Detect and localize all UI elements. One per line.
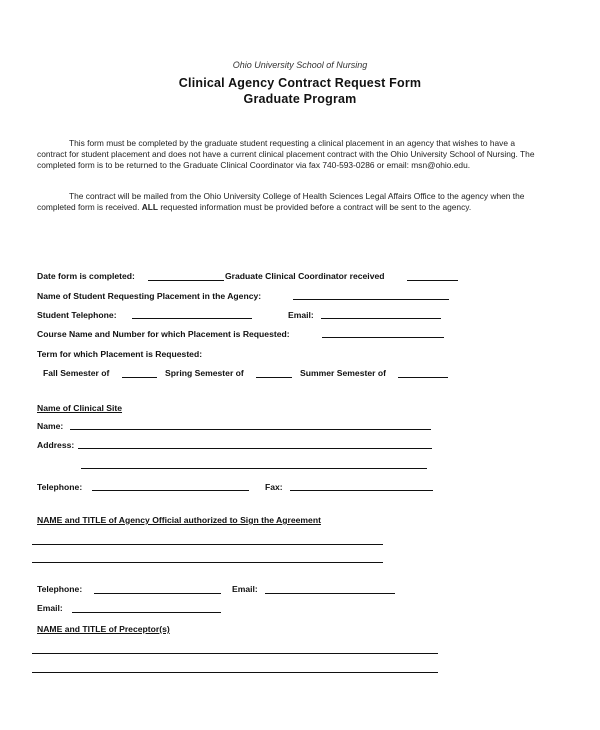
official-email-field[interactable] [265, 593, 395, 594]
preceptor-heading: NAME and TITLE of Preceptor(s) [37, 624, 170, 634]
site-address-label: Address: [37, 440, 75, 450]
site-address-field-2[interactable] [81, 468, 427, 469]
official-email-label-2: Email: [37, 603, 63, 613]
preceptor-field-2[interactable] [32, 672, 438, 673]
preceptor-field-1[interactable] [32, 653, 438, 654]
site-telephone-field[interactable] [92, 490, 249, 491]
official-email-label: Email: [232, 584, 258, 594]
coordinator-received-label: Graduate Clinical Coordinator received [225, 271, 385, 281]
site-fax-label: Fax: [265, 482, 283, 492]
site-telephone-label: Telephone: [37, 482, 83, 492]
intro-paragraph-2-text-a: The contract will be mailed from the Ohio University College of Health Sciences Legal Affairs Office to the agency when the completed form is received. [37, 191, 525, 213]
student-email-field[interactable] [321, 318, 441, 319]
student-name-field[interactable] [293, 299, 449, 300]
form-title: Clinical Agency Contract Request Form [178, 76, 422, 90]
summer-semester-label: Summer Semester of [300, 368, 386, 378]
student-telephone-label: Student Telephone: [37, 310, 117, 320]
agency-official-field-1[interactable] [32, 544, 383, 545]
agency-official-heading: NAME and TITLE of Agency Official authorized to Sign the Agreement [37, 515, 321, 525]
summer-semester-field[interactable] [398, 377, 448, 378]
student-email-label: Email: [288, 310, 314, 320]
intro-paragraph-2-bold: ALL [141, 202, 159, 213]
official-telephone-field[interactable] [94, 593, 221, 594]
coordinator-received-field[interactable] [407, 280, 458, 281]
site-name-field[interactable] [70, 429, 431, 430]
student-telephone-field[interactable] [132, 318, 252, 319]
site-fax-field[interactable] [290, 490, 433, 491]
student-name-label: Name of Student Requesting Placement in the Agency: [37, 291, 262, 301]
school-name: Ohio University School of Nursing [232, 60, 368, 70]
term-label: Term for which Placement is Requested: [37, 349, 203, 359]
official-email-field-2[interactable] [72, 612, 221, 613]
intro-paragraph-1 [37, 138, 547, 172]
spring-semester-field[interactable] [256, 377, 292, 378]
course-field[interactable] [322, 337, 444, 338]
site-address-field-1[interactable] [78, 448, 432, 449]
course-label: Course Name and Number for which Placement is Requested: [37, 329, 290, 339]
fall-semester-label: Fall Semester of [43, 368, 110, 378]
fall-semester-field[interactable] [122, 377, 157, 378]
intro-paragraph-2-text-b: requested information must be provided before a contract will be sent to the agency. [158, 202, 472, 213]
agency-official-field-2[interactable] [32, 562, 383, 563]
date-completed-label: Date form is completed: [37, 271, 135, 281]
clinical-site-heading: Name of Clinical Site [37, 403, 123, 413]
intro-paragraph-2 [37, 191, 547, 213]
date-completed-field[interactable] [148, 280, 224, 281]
intro-paragraph-1-text: This form must be completed by the graduate student requesting a clinical placement in an agency that wishes to have a contract for student placement and does not have a current clinical placement contract with the Ohio University School of Nursing. The completed form is to be returned to the Graduate Clinical Coordinator via fax 740-593-0286 or email: msn@ohio.edu. [37, 138, 535, 171]
form-subtitle: Graduate Program [243, 92, 357, 106]
official-telephone-label: Telephone: [37, 584, 83, 594]
spring-semester-label: Spring Semester of [165, 368, 244, 378]
site-name-label: Name: [37, 421, 64, 431]
